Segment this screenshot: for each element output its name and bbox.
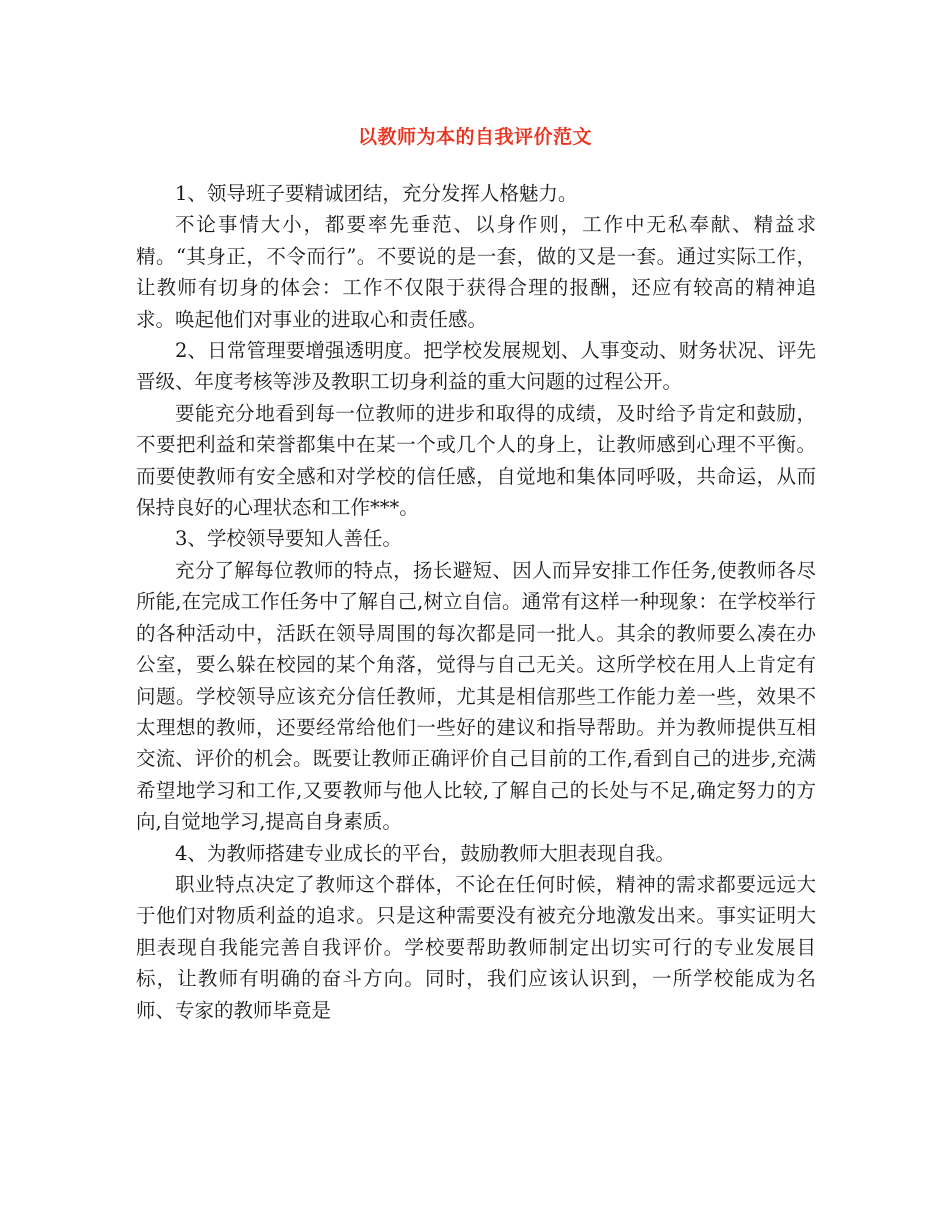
paragraph: 职业特点决定了教师这个群体，不论在任何时候，精神的需求都要远远大于他们对物质利益的追求。只是这种需要没有被充分地激发出来。事实证明大胆表现自我能完善自我评价。学校要帮助教师制定出切实可行的专业发展目标，让教师有明确的奋斗方向。同时，我们应该认识到，一所学校能成为名师、专家的教师毕竟是 bbox=[136, 872, 816, 1022]
paragraph: 要能充分地看到每一位教师的进步和取得的成绩，及时给予肯定和鼓励，不要把利益和荣誉都集中在某一个或几个人的身上，让教师感到心理不平衡。而要使教师有安全感和对学校的信任感，自觉地和集体同呼吸，共命运，从而保持良好的心理状态和工作***。 bbox=[136, 401, 816, 520]
document-title: 以教师为本的自我评价范文 bbox=[357, 126, 592, 148]
paragraph-heading-4: 4、为教师搭建专业成长的平台，鼓励教师大胆表现自我。 bbox=[175, 841, 675, 865]
paragraph-heading-2: 2、日常管理要增强透明度。把学校发展规划、人事变动、财务状况、评先晋级、年度考核等涉及教职工切身利益的重大问题的过程公开。 bbox=[136, 339, 816, 394]
document-body bbox=[136, 178, 816, 1026]
paragraph-heading-1: 1、领导班子要精诚团结，充分发挥人格魅力。 bbox=[175, 182, 578, 205]
paragraph: 充分了解每位教师的特点，扬长避短、因人而异安排工作任务,使教师各尽所能,在完成工作任务中了解自己,树立自信。通常有这样一种现象：在学校举行的各种活动中，活跃在领导周围的每次都是同一批人。其余的教师要么凑在办公室，要么躲在校园的某个角落，觉得与自己无关。这所学校在用人上肯定有问题。学校领导应该充分信任教师，尤其是相信那些工作能力差一些，效果不太理想的教师，还要经常给他们一些好的建议和指导帮助。并为教师提供互相交流、评价的机会。既要让教师正确评价自己目前的工作,看到自己的进步,充满希望地学习和工作,又要教师与他人比较,了解自己的长处与不足,确定努力的方向,自觉地学习,提高自身素质。 bbox=[136, 558, 816, 834]
paragraph: 不论事情大小，都要率先垂范、以身作则，工作中无私奉献、精益求精。“其身正，不令而行”。不要说的是一套，做的又是一套。通过实际工作，让教师有切身的体会：工作不仅限于获得合理的报酬，还应有较高的精神追求。唤起他们对事业的进取心和责任感。 bbox=[136, 213, 816, 331]
paragraph-heading-3: 3、学校领导要知人善任。 bbox=[175, 527, 402, 551]
